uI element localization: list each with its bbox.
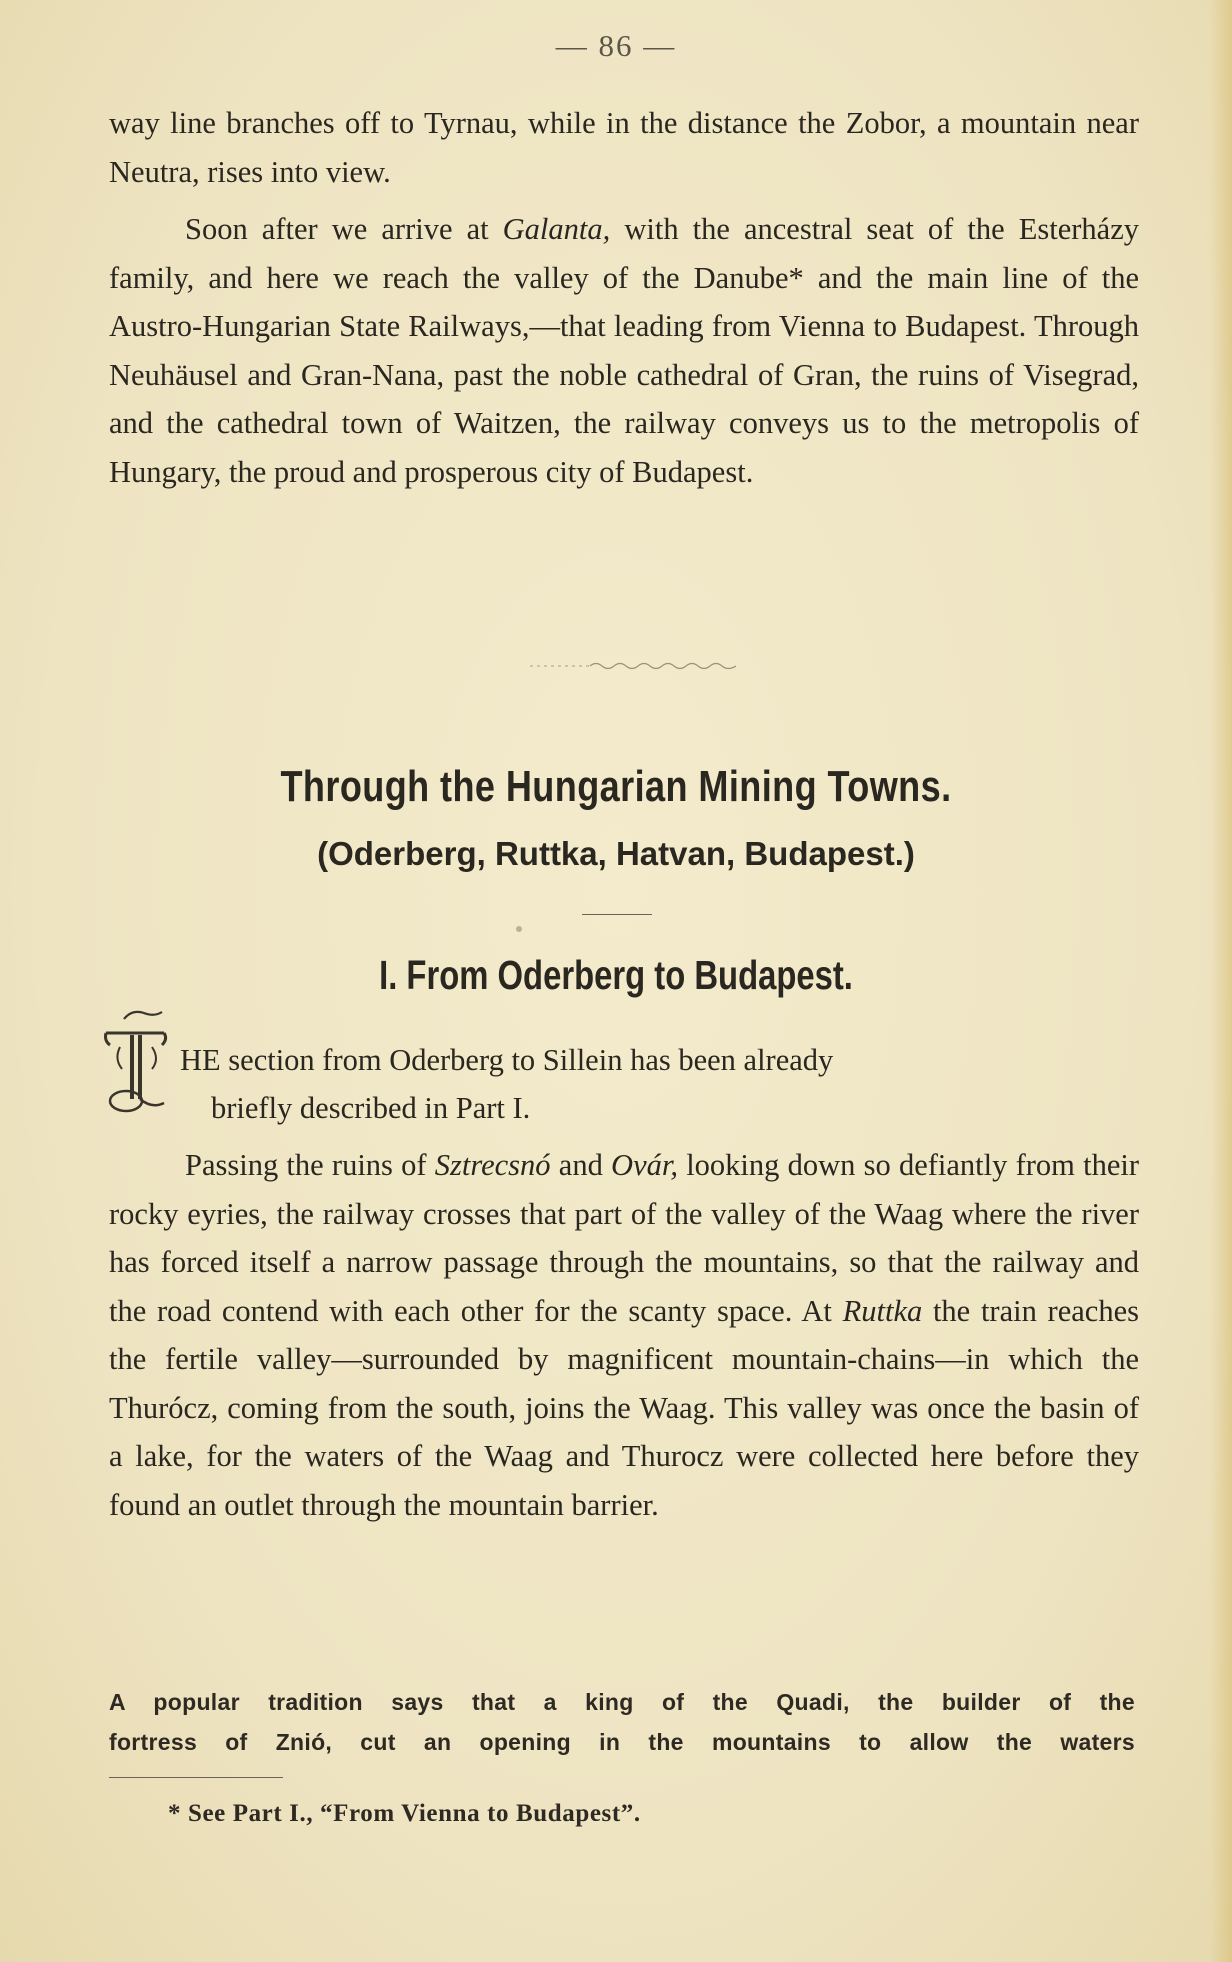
small-print-line: fortress of Znió, cut an opening in the mountains to allow the waters bbox=[109, 1729, 1135, 1755]
paragraph-text bbox=[109, 1141, 1139, 1529]
dropcap-line-2: briefly described in Part I. bbox=[211, 1091, 531, 1125]
chapter-heading: Through the Hungarian Mining Towns. bbox=[280, 762, 952, 811]
italic-place-name: Galanta, bbox=[502, 212, 611, 246]
text-run: Soon after we arrive at bbox=[185, 212, 503, 246]
page-edge-shadow bbox=[1210, 0, 1232, 1962]
paragraph-continuation bbox=[109, 99, 1139, 196]
text-run: and bbox=[550, 1148, 612, 1182]
footnote: * See Part I., “From Vienna to Budapest”. bbox=[168, 1800, 641, 1827]
paragraph-galanta bbox=[109, 205, 1139, 496]
heading-rule bbox=[582, 914, 652, 915]
italic-place-name: Ovár, bbox=[611, 1148, 678, 1182]
italic-place-name: Sztrecsnó bbox=[434, 1148, 551, 1182]
print-speck bbox=[516, 926, 522, 932]
paragraph-waag-valley bbox=[109, 1141, 1139, 1529]
text-run: the train reaches the fertile valley—surrounded by magnificent mountain-chains—in which the Thurócz, coming from the south, joins the Waag. This valley was once the basin of a lake, for the waters of the Waag and Thurocz were collected here before they found an outlet through the mountain barrier. bbox=[109, 1293, 1139, 1522]
page-number: — 86 — bbox=[555, 28, 677, 63]
footnote-rule bbox=[109, 1777, 283, 1778]
small-print-paragraph bbox=[109, 1682, 1135, 1762]
decorative-initial-t-icon bbox=[102, 1003, 182, 1119]
chapter-subheading: (Oderberg, Ruttka, Hatvan, Budapest.) bbox=[317, 835, 915, 872]
small-print-line: A popular tradition says that a king of the Quadi, the builder of the bbox=[109, 1689, 1135, 1715]
dropcap-line-1: HE section from Oderberg to Sillein has been already bbox=[180, 1043, 834, 1077]
italic-place-name: Ruttka bbox=[842, 1293, 923, 1328]
text-run: with the ancestral seat of the Esterházy family, and here we reach the valley of the Danube* and the main line of the Austro-Hungarian State Railways,—that leading from Vienna to Budapest. Through Neuhäusel and Gran-Nana, past the noble cathedral of Gran, the ruins of Visegrad, and the cathedral town of Waitzen, the railway conveys us to the metropolis of Hungary, the proud and prosperous city of Budapest. bbox=[109, 212, 1139, 489]
section-heading: I. From Oderberg to Budapest. bbox=[379, 952, 853, 998]
section-divider-ornament bbox=[530, 657, 736, 675]
paragraph-text bbox=[109, 205, 1139, 496]
text-run: Passing the ruins of bbox=[185, 1148, 435, 1182]
paragraph-text: way line branches off to Tyrnau, while in the distance the Zobor, a mountain near Neutra, rises into view. bbox=[109, 106, 1139, 189]
text-run: looking down so defiantly from their rocky eyries, the railway crosses that part of the valley of the Waag where the river has forced itself a narrow passage through the mountains, so that the railway and the road contend with each other for the scanty space. At bbox=[109, 1148, 1139, 1328]
